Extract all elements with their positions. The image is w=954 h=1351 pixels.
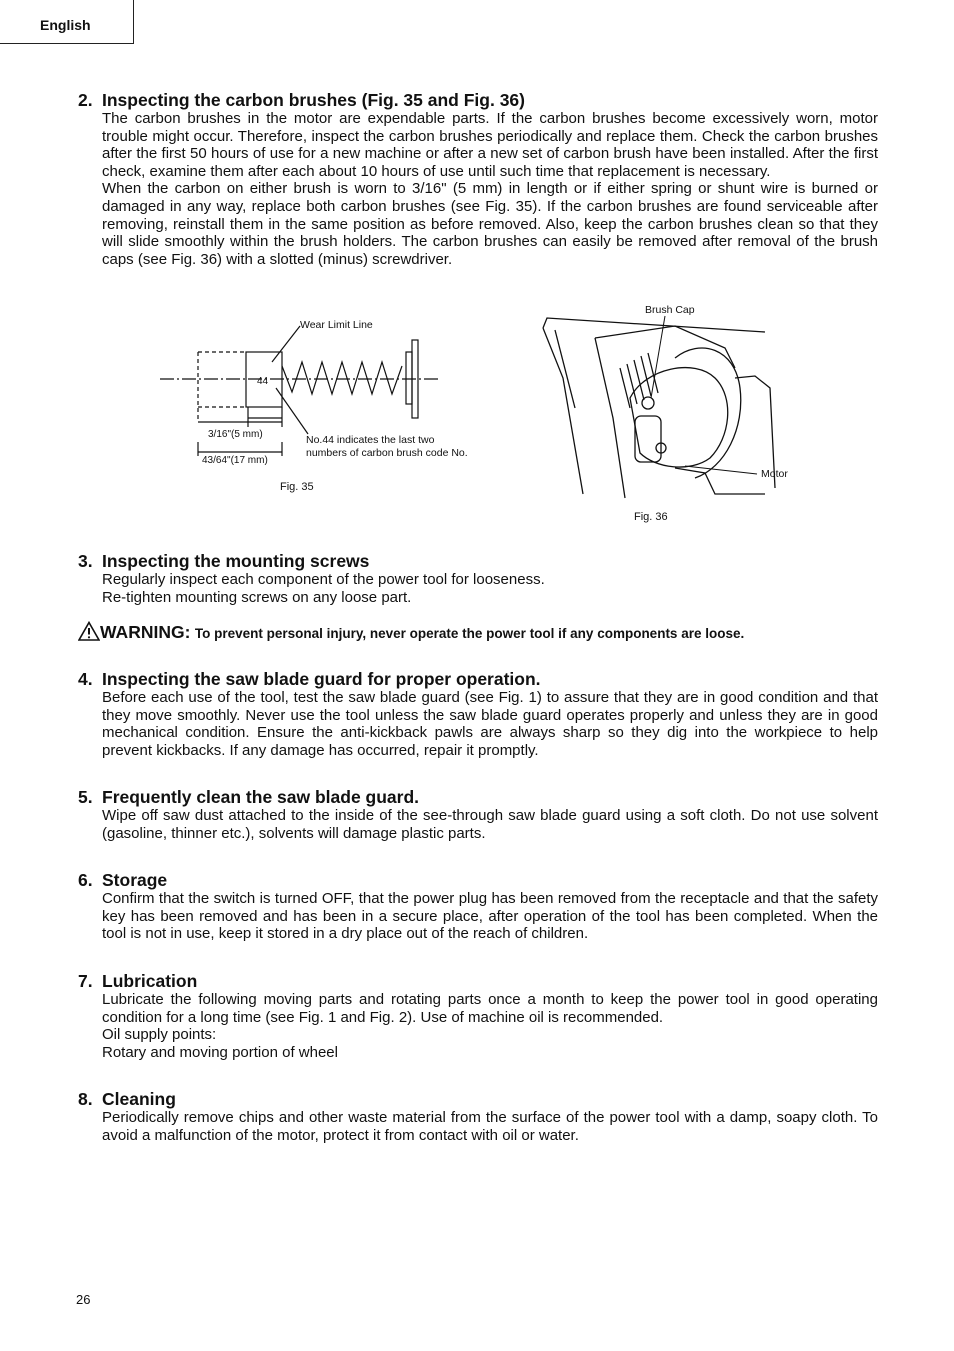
fig36-motor-brush-cap-photo bbox=[535, 298, 805, 528]
dimension-long: 43/64"(17 mm) bbox=[202, 455, 268, 466]
warning-message: To prevent personal injury, never operate the power tool if any components are loose. bbox=[194, 626, 745, 641]
section-heading: 2. Inspecting the carbon brushes (Fig. 35 and Fig. 36) bbox=[78, 90, 525, 110]
wear-limit-label: Wear Limit Line bbox=[300, 319, 373, 331]
brush-code-note-line1: No.44 indicates the last two bbox=[306, 434, 435, 446]
section-cleaning bbox=[78, 1089, 878, 1144]
text-line: Oil supply points: bbox=[102, 1026, 217, 1044]
section-heading: 5. Frequently clean the saw blade guard. bbox=[78, 787, 420, 807]
text-line: Regularly inspect each component of the power tool for looseness. bbox=[102, 571, 545, 588]
fig35-carbon-brush-diagram bbox=[150, 312, 510, 502]
dimension-short: 3/16"(5 mm) bbox=[208, 429, 263, 440]
paragraph: Confirm that the switch is turned OFF, that the power plug has been removed from the receptacle and that the safety key has been removed and has been in a secure place, after operation of the tool has been completed. When the tool is not in use, keep it stored in a dry place out of the reach of children. bbox=[102, 890, 878, 943]
paragraph: Wipe off saw dust attached to the inside of the see-through saw blade guard using a soft cloth. Do not use solvent (gasoline, thinner etc.), solvents will damage plastic parts. bbox=[102, 807, 878, 842]
section-heading: 4. Inspecting the saw blade guard for proper operation. bbox=[78, 669, 541, 689]
brush-cap-label: Brush Cap bbox=[645, 304, 695, 316]
warning-triangle-icon bbox=[78, 621, 100, 641]
section-storage bbox=[78, 870, 878, 943]
language-label: English bbox=[40, 17, 91, 33]
section-inspect-mounting-screws bbox=[78, 551, 878, 606]
language-tab bbox=[0, 0, 134, 44]
page-number: 26 bbox=[76, 1292, 91, 1307]
text-line: Rotary and moving portion of wheel bbox=[102, 1043, 338, 1061]
section-inspect-saw-blade-guard bbox=[78, 669, 878, 759]
paragraph: Periodically remove chips and other waste material from the surface of the power tool with a damp, soapy cloth. To avoid a malfunction of the motor, protect it from contact with oil or water. bbox=[102, 1109, 878, 1144]
section-heading: 8. Cleaning bbox=[78, 1089, 176, 1109]
section-inspect-carbon-brushes bbox=[78, 90, 878, 268]
section-heading: 3. Inspecting the mounting screws bbox=[78, 551, 370, 571]
brush-code-note-line2: numbers of carbon brush code No. bbox=[306, 447, 468, 459]
motor-label: Motor bbox=[761, 468, 788, 480]
fig36-caption: Fig. 36 bbox=[634, 511, 668, 523]
paragraph: The carbon brushes in the motor are expendable parts. If the carbon brushes become excessively worn, motor trouble might occur. Therefore, inspect the carbon brushes periodically and replace them. Check the carbon brushes after the first 50 hours of use for a new machine or after a new set of carbon brush have been installed. After the first check, examine them after each about 10 hours of use until such time that replacement is necessary. bbox=[102, 110, 878, 180]
brush-code-marking: 44 bbox=[257, 376, 269, 387]
paragraph: Lubricate the following moving parts and rotating parts once a month to keep the power tool in good operating condition for a long time (see Fig. 1 and Fig. 2). Use of machine oil is recommended. bbox=[102, 991, 878, 1026]
section-lubrication bbox=[78, 971, 878, 1061]
paragraph: When the carbon on either brush is worn to 3/16" (5 mm) in length or if either spring or shunt wire is burned or damaged in any way, replace both carbon brushes (see Fig. 35). If the carbon brushes are found serviceable after removing, reinstall them in the same position as before removed. Also, keep the carbon brushes clean so that they will slide smoothly within the brush holders. The carbon brushes can easily be removed after removal of the brush caps (see Fig. 36) with a slotted (minus) screwdriver. bbox=[102, 180, 878, 268]
section-heading: 7. Lubrication bbox=[78, 971, 198, 991]
text-line: Re-tighten mounting screws on any loose part. bbox=[102, 588, 412, 606]
warning-label: WARNING: bbox=[100, 622, 191, 642]
warning-notice bbox=[78, 621, 898, 643]
section-heading: 6. Storage bbox=[78, 870, 168, 890]
paragraph: Before each use of the tool, test the saw blade guard (see Fig. 1) to assure that they are in good condition and that they move smoothly. Never use the tool unless the saw blade guard operates properly and unless they are in good mechanical condition. Ensure the anti-kickback pawls are always sharp so they dig into the workpiece to help prevent kickbacks. If any damage has occurred, repair it promptly. bbox=[102, 689, 878, 759]
section-clean-saw-blade-guard bbox=[78, 787, 878, 842]
fig35-caption: Fig. 35 bbox=[280, 481, 314, 493]
